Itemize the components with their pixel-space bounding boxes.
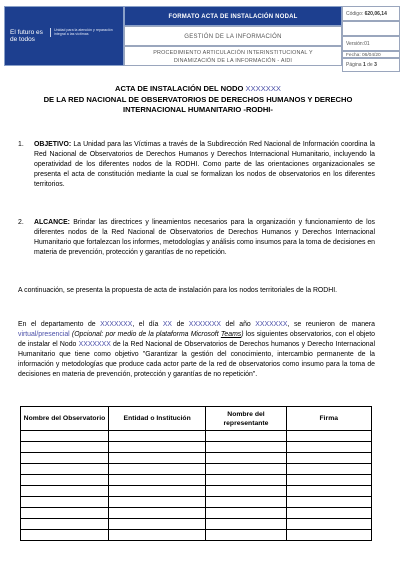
procedure-name xyxy=(124,46,342,66)
document-body xyxy=(18,84,378,116)
table-row xyxy=(21,453,372,464)
procedure-line-2: DINAMIZACIÓN DE LA INFORMACIÓN - AIDI xyxy=(173,58,293,64)
section-2-number: 2. xyxy=(18,219,24,226)
page-of: de xyxy=(367,62,373,68)
section-2-label: ALCANCE: xyxy=(34,219,70,226)
title-line-1: ACTA DE INSTALACIÓN DEL NODO XXXXXXX xyxy=(115,84,281,93)
code-cell xyxy=(342,6,400,21)
col-header-representante: Nombre del representante xyxy=(206,407,286,431)
section-1-label: OBJETIVO: xyxy=(34,141,72,148)
form-title: FORMATO ACTA DE INSTALACIÓN NODAL xyxy=(124,6,342,26)
table-row xyxy=(21,497,372,508)
title-line-3: INTERNACIONAL HUMANITARIO -RODHI- xyxy=(123,105,273,114)
mode-placeholder: virtual/presencial xyxy=(18,330,70,338)
col-header-entidad: Entidad o Institución xyxy=(108,407,205,431)
date-cell: Fecha: 06/04/20 xyxy=(342,51,400,58)
code-value: 620,06,14 xyxy=(364,11,387,17)
title-line-2: DE LA RED NACIONAL DE OBSERVATORIOS DE DERECHOS HUMANOS Y DERECHO xyxy=(43,94,353,104)
col-header-observatorio: Nombre del Observatorio xyxy=(21,407,109,431)
table-row xyxy=(21,464,372,475)
section-objetivo xyxy=(18,140,375,190)
version-cell: Versión:01 xyxy=(342,36,400,51)
node-placeholder: XXXXXXX xyxy=(245,84,281,93)
table-row xyxy=(21,486,372,497)
section-1-number: 1. xyxy=(18,141,24,148)
table-row xyxy=(21,475,372,486)
document-header xyxy=(4,6,400,66)
page-label: Página xyxy=(346,62,362,68)
intro-paragraph: A continuación, se presenta la propuesta de acta de instalación para los nodos territoriales de la RODHI. xyxy=(18,287,338,294)
code-label: Código: xyxy=(346,11,364,17)
table-row xyxy=(21,530,372,541)
code-cell-blank xyxy=(342,21,400,36)
table-row xyxy=(21,442,372,453)
logo-subtext: Unidad para la atención y reparación integral a las víctimas xyxy=(50,28,114,37)
table-row xyxy=(21,519,372,530)
section-alcance xyxy=(18,218,375,258)
attendance-table xyxy=(20,406,372,541)
page-cell xyxy=(342,58,400,72)
day-placeholder: XX xyxy=(162,321,173,328)
meeting-paragraph: En el departamento de XXXXXXX, el día XX de XXXXXXX del año XXXXXXX, se reunieron de manera virtual/presencial (Opcional: por medio de la plataforma Microsoft Teams) los siguientes observatorios, con el objeto de instalar el Nodo XXXXXXX de la Red Nacional de Observatorios de Derechos humanos y Derecho Internacional Humanitario que tiene como objetivo "Garantizar la gestión del conocimiento, intercambio permanente de la información y metodologías que produce cada actor parte de la red de observatorios como insumo para la toma de decisiones en materia de prevención, protección y garantías de no repetición". xyxy=(18,321,375,378)
document-title xyxy=(18,84,378,116)
page-total: 3 xyxy=(374,62,377,68)
institution-logo xyxy=(4,6,124,66)
procedure-line-1: PROCEDIMIENTO ARTICULACIÓN INTERINSTITUCIONAL Y xyxy=(153,50,313,56)
logo-text: El futuro es de todos xyxy=(10,29,43,43)
month-placeholder: XXXXXXX xyxy=(188,321,221,328)
table-row xyxy=(21,508,372,519)
table-header-row xyxy=(21,407,372,431)
section-1-text: OBJETIVO: La Unidad para las Víctimas a través de la Subdirección Red Nacional de Información coordina la Red Nacional de Observatorios de Derechos Humanos y Derechos Internacional Humanitario, incluyendo la operatividad de los diferentes nodos de la RODHI. Como parte de las orientaciones organizacionales se presenta el acta de constitución mediante la cual se formalizan los nodos de observatorios en los diferentes territorios. xyxy=(34,141,375,188)
page-number: 1 xyxy=(362,62,366,68)
area-name: GESTIÓN DE LA INFORMACIÓN xyxy=(124,26,342,46)
department-placeholder: XXXXXXX xyxy=(100,321,133,328)
node-name-placeholder: XXXXXXX xyxy=(78,340,111,348)
year-placeholder: XXXXXXX xyxy=(255,321,288,328)
col-header-firma: Firma xyxy=(286,407,371,431)
table-row xyxy=(21,431,372,442)
section-2-text: ALCANCE: Brindar las directrices y lineamientos necesarios para la organización y funcionamiento de los diferentes nodos de la Red Nacional de Observatorios de Derechos Humanos y Derechos Internacional Humanitario que fortalezcan los informes, metodologías y análisis como insumos para la toma de decisiones en materia de prevención, protección y garantías de no repetición. xyxy=(34,219,375,256)
